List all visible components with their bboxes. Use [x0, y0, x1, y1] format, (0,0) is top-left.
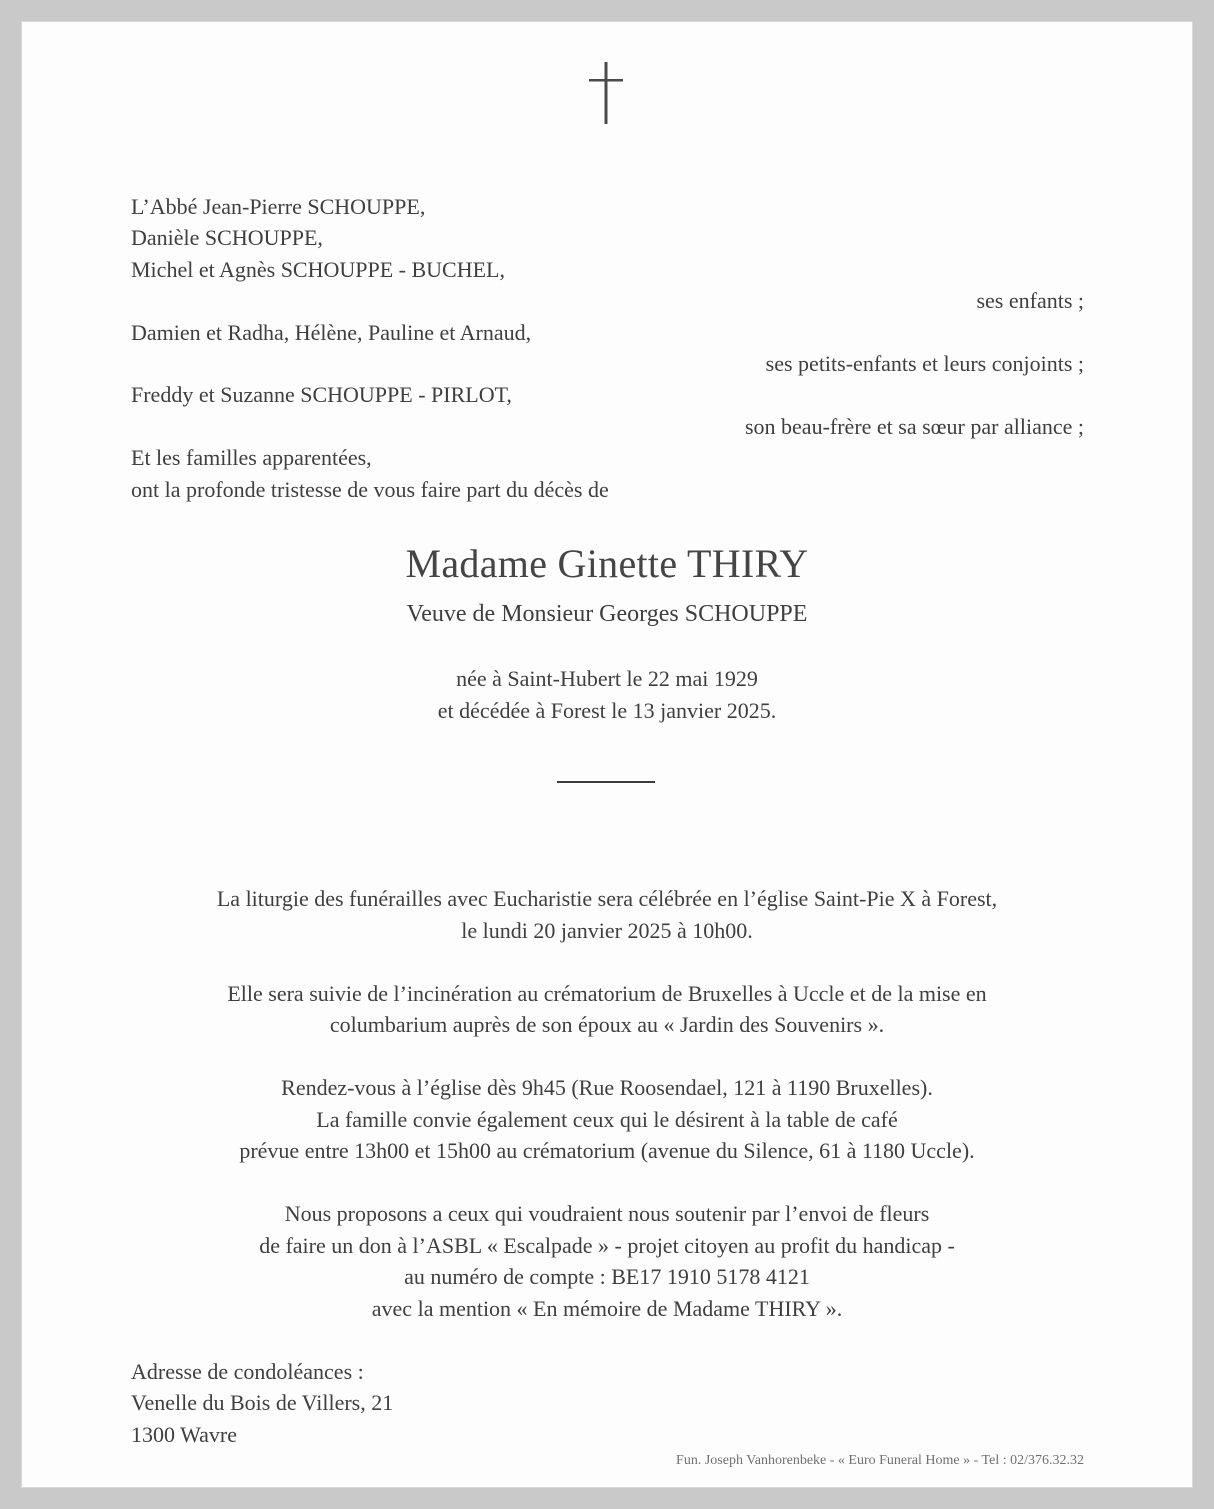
relatives: Et les familles apparentées,: [131, 445, 372, 470]
donation-line-4: avec la mention « En mémoire de Madame THIRY ».: [371, 1296, 843, 1321]
family-child-3: Michel et Agnès SCHOUPPE - BUCHEL,: [131, 257, 505, 282]
liturgy-line-2: le lundi 20 janvier 2025 à 10h00.: [461, 918, 753, 943]
donation-line-3: au numéro de compte : BE17 1910 5178 4121: [404, 1264, 810, 1289]
widow-of: Veuve de Monsieur Georges SCHOUPPE: [406, 601, 808, 627]
meeting-line-1: Rendez-vous à l’église dès 9h45 (Rue Roosendael, 121 à 1190 Bruxelles).: [281, 1075, 933, 1100]
grandchildren: Damien et Radha, Hélène, Pauline et Arnaud,: [131, 320, 532, 345]
deceased-name: Madame Ginette THIRY: [405, 541, 809, 586]
birth-line: née à Saint-Hubert le 22 mai 1929: [456, 666, 758, 691]
grandchildren-role: ses petits-enfants et leurs conjoints ;: [765, 351, 1084, 376]
announcement: ont la profonde tristesse de vous faire part du décès de: [131, 477, 609, 502]
condolences-street: Venelle du Bois de Villers, 21: [131, 1390, 394, 1415]
cremation-line-2: columbarium auprès de son époux au « Jardin des Souvenirs ».: [329, 1012, 885, 1037]
divider: [557, 781, 655, 783]
donation-line-2: de faire un don à l’ASBL « Escalpade » - projet citoyen au profit du handicap -: [259, 1233, 955, 1258]
meeting-line-2: La famille convie également ceux qui le désirent à la table de café: [316, 1107, 898, 1132]
condolences-city: 1300 Wavre: [131, 1422, 237, 1447]
cremation-line-1: Elle sera suivie de l’incinération au crématorium de Bruxelles à Uccle et de la mise en: [227, 981, 987, 1006]
children-role: ses enfants ;: [976, 288, 1084, 313]
inlaws-role: son beau-frère et sa sœur par alliance ;: [744, 414, 1084, 439]
meeting-line-3: prévue entre 13h00 et 15h00 au crématorium (avenue du Silence, 61 à 1180 Uccle).: [239, 1138, 975, 1163]
death-line: et décédée à Forest le 13 janvier 2025.: [437, 698, 777, 723]
family-child-1: L’Abbé Jean-Pierre SCHOUPPE,: [131, 194, 426, 219]
cross-icon: [587, 60, 625, 126]
funeral-home-footer: Fun. Joseph Vanhorenbeke - « Euro Funeral Home » - Tel : 02/376.32.32: [676, 1453, 1084, 1468]
inlaws: Freddy et Suzanne SCHOUPPE - PIRLOT,: [131, 382, 512, 407]
condolences-label: Adresse de condoléances :: [131, 1359, 364, 1384]
liturgy-line-1: La liturgie des funérailles avec Eucharistie sera célébrée en l’église Saint-Pie X à Forest,: [216, 886, 998, 911]
donation-line-1: Nous proposons a ceux qui voudraient nous soutenir par l’envoi de fleurs: [284, 1201, 930, 1226]
family-child-2: Danièle SCHOUPPE,: [131, 225, 323, 250]
